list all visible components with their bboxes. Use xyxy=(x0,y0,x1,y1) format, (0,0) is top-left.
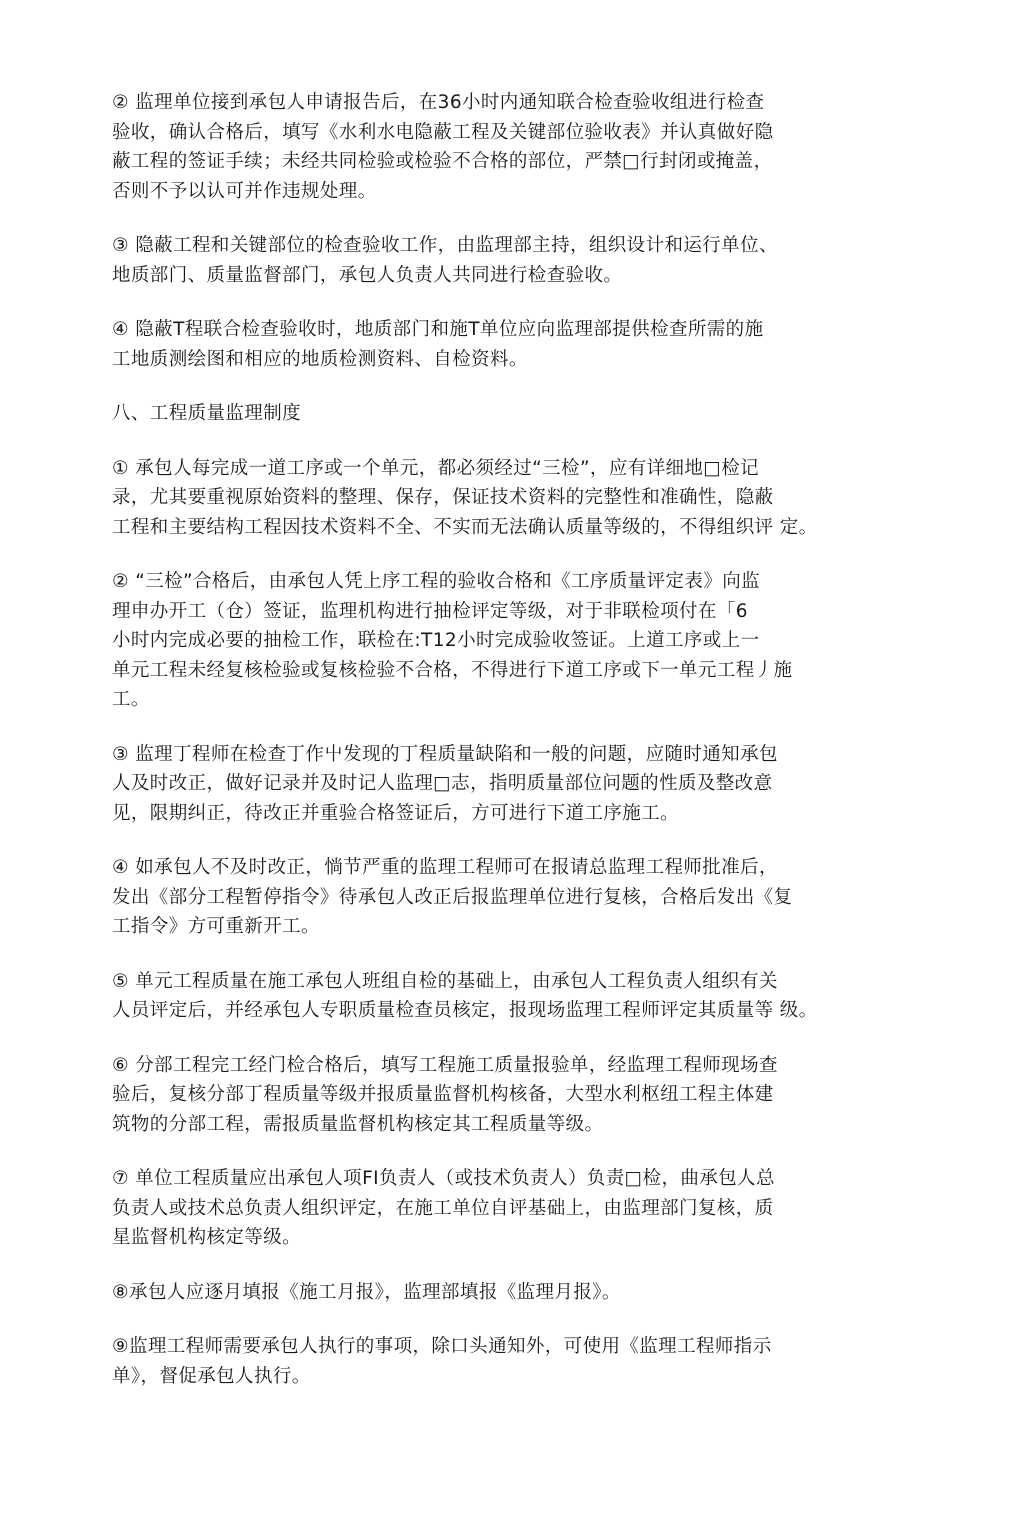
document-page xyxy=(112,88,912,1416)
text-line: ⑦ 单位工程质量应出承包人项FI负责人（或技术负责人）负责□检，曲承包人总 xyxy=(112,1168,775,1189)
text-line: 验后，复核分部丁程质量等级并报质量监督机构核备，大型水利枢纽工程主体建 xyxy=(112,1084,774,1105)
text-line: 筑物的分部工程，需报质量监督机构核定其工程质量等级。 xyxy=(112,1113,604,1135)
text-line: 工地质测绘图和相应的地质检测资料、自检资料。 xyxy=(112,348,528,370)
text-line: 地质部门、质量监督部门，承包人负责人共同进行检查验收。 xyxy=(112,264,623,286)
text-line: 否则不予以认可并作违规处理。 xyxy=(112,180,377,202)
text-line: ④ 如承包人不及时改正，惝节严重的监理工程师可在报请总监理工程师批准后， xyxy=(112,857,778,878)
text-line: 理申办开工（仓）签证，监理机构进行抽检评定等级，对于非联检项付在「6 xyxy=(112,600,748,622)
paragraph-start-work-certificate xyxy=(112,567,912,715)
text-line: ⑨监理工程师需要承包人执行的事项，除口头通知外，可使用《监理工程师指示 xyxy=(112,1336,772,1357)
text-line: ② “三检”合格后，由承包人凭上序工程的验收合格和《工序质量评定表》向监 xyxy=(112,571,761,592)
paragraph-sub-project xyxy=(112,1051,912,1140)
paragraph-hidden-works-acceptance xyxy=(112,231,912,290)
text-line: ② 监理单位接到承包人申请报告后，在36小时内通知联合检查验收组进行检查 xyxy=(112,92,765,113)
text-line: ⑧承包人应逐月填报《施工月报》，监理部填报《监理月报》。 xyxy=(112,1281,621,1303)
paragraph-inspection-request xyxy=(112,88,912,206)
text-line: 单元工程未经复核检验或复核检验不合格，不得进行下道工序或下一单元工程丿施 xyxy=(112,659,793,681)
text-line: ③ 隐蔽工程和关键部位的检查验收工作，由监理部主持，组织设计和运行单位、 xyxy=(112,235,778,256)
text-line: 小时内完成必要的抽检工作，联检在:T12小时完成验收签证。上道工序或上一 xyxy=(112,630,760,651)
text-line: ① 承包人每完成一道工序或一个单元，都必须经过“三检”，应有详细地□检记 xyxy=(112,457,760,479)
text-line: 录，尤其要重视原始资料的整理、保存，保证技术资料的完整性和准确性，隐蔽 xyxy=(112,487,774,508)
section-heading xyxy=(112,399,912,429)
text-line: 人员评定后，并经承包人专职质量检查员核定，报现场监理工程师评定其质量等 级。 xyxy=(112,1000,818,1021)
text-line: 人及时改正，做好记录并及时记人监理□志，指明质量部位问题的性质及整改意 xyxy=(112,773,773,794)
paragraph-monthly-report xyxy=(112,1278,912,1308)
text-line: 星监督机构核定等级。 xyxy=(112,1227,302,1248)
text-line: ⑥ 分部工程完工经门检合格后，填写工程施工质量报验单，经监理工程师现场查 xyxy=(112,1054,778,1076)
text-line: 负责人或技术总负责人组织评定，在施工单位自评基础上，由监理部门复核，质 xyxy=(112,1197,774,1219)
text-line: 发出《部分工程暂停指令》待承包人改正后报监理单位进行复核，合格后发出《复 xyxy=(112,886,793,908)
text-line: 工指令》方可重新开工。 xyxy=(112,916,320,937)
text-line: 工程和主要结构工程因技术资料不全、不实而无法确认质量等级的，不得组织评 定。 xyxy=(112,516,818,538)
section-title: 八、工程质量监理制度 xyxy=(112,403,302,424)
paragraph-three-checks xyxy=(112,454,912,543)
text-line: ③ 监理丁程师在检查丁作屮发现的丁程质量缺陷和一般的问题，应随时通知承包 xyxy=(112,743,778,765)
text-line: 验收，确认合格后，填写《水利水电隐蔽工程及关键部位验收表》并认真做好隐 xyxy=(112,121,774,143)
text-line: 工。 xyxy=(112,689,150,710)
text-line: 单》，督促承包人执行。 xyxy=(112,1365,311,1387)
text-line: 见，限期纠正，待改正并重验合格签证后，方可进行下道工序施工。 xyxy=(112,802,680,824)
text-line: ⑤ 单元工程质量在施工承包人班组自检的基础上，由承包人工程负责人组织有关 xyxy=(112,970,778,992)
paragraph-instruction-sheet xyxy=(112,1332,912,1391)
paragraph-geological-data xyxy=(112,315,912,374)
text-line: 蔽工程的签证手续；未经共同检验或检验不合格的部位，严禁□行封闭或掩盖， xyxy=(112,151,773,172)
paragraph-suspension-order xyxy=(112,853,912,942)
paragraph-defect-notice xyxy=(112,740,912,829)
paragraph-unit-quality xyxy=(112,967,912,1026)
paragraph-unit-project xyxy=(112,1164,912,1253)
text-line: ④ 隐蔽T程联合检查验收时，地质部门和施T单位应向监理部提供检查所需的施 xyxy=(112,319,764,340)
